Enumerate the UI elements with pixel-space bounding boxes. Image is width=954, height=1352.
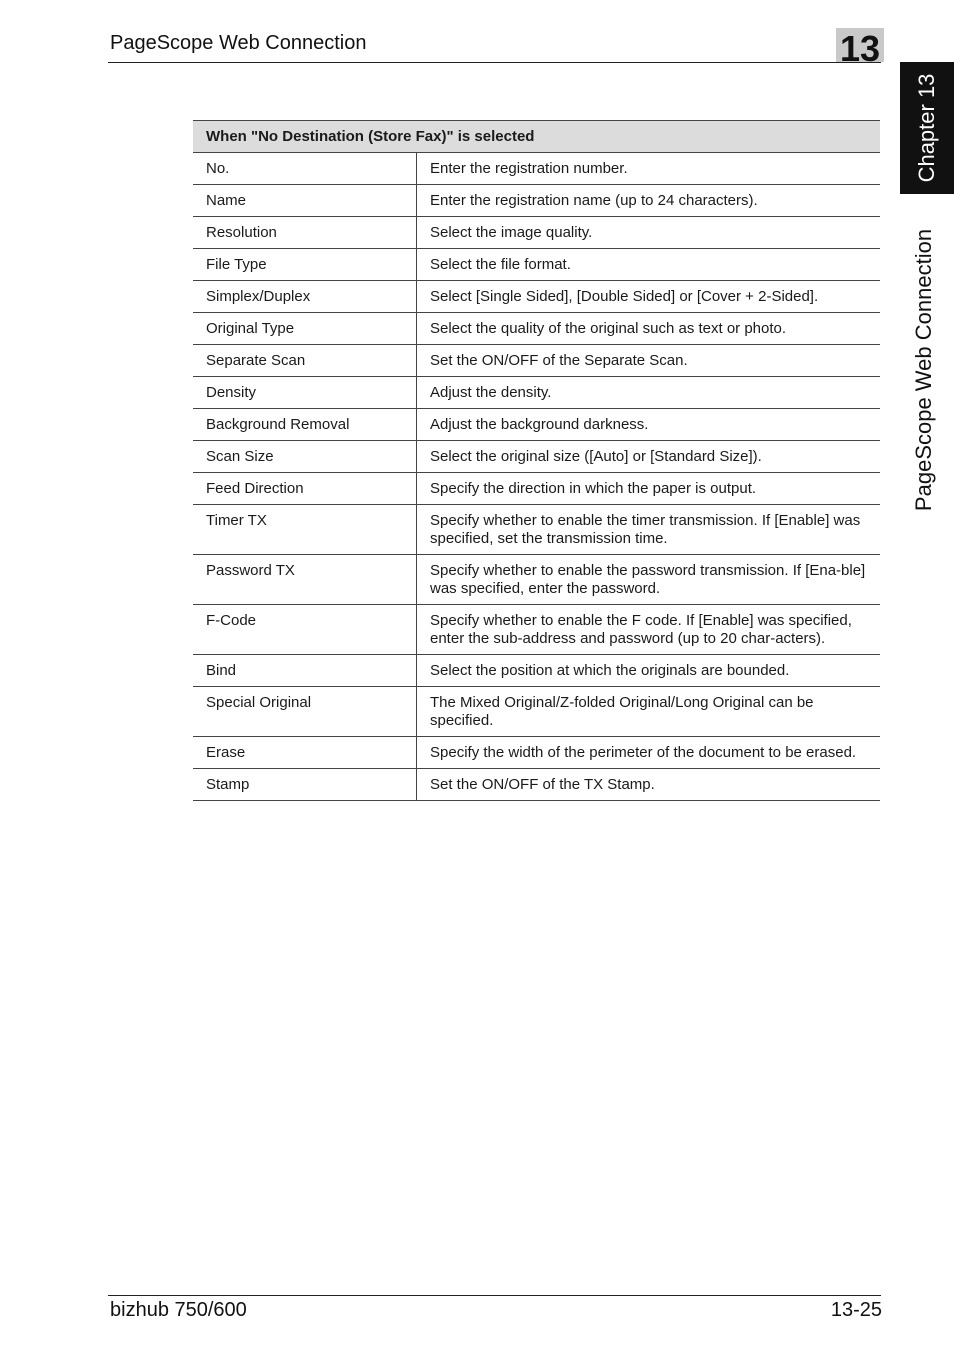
setting-description: Adjust the background darkness. [417,409,881,441]
table-row [193,313,880,345]
setting-name: Original Type [193,313,417,345]
setting-description: Select the file format. [417,249,881,281]
setting-name: Scan Size [193,441,417,473]
setting-name: Separate Scan [193,345,417,377]
setting-description: Select the position at which the originals are bounded. [417,655,881,687]
setting-name: Background Removal [193,409,417,441]
setting-description: Enter the registration name (up to 24 characters). [417,185,881,217]
table-row [193,185,880,217]
table-row [193,153,880,185]
footer-model: bizhub 750/600 [110,1299,247,1321]
setting-description: Select the image quality. [417,217,881,249]
setting-name: File Type [193,249,417,281]
setting-description: Enter the registration number. [417,153,881,185]
table-body [193,153,880,801]
chapter-side-tab [900,62,954,194]
footer-page-number: 13-25 [830,1299,882,1321]
table-row [193,441,880,473]
table-row [193,655,880,687]
setting-name: Bind [193,655,417,687]
section-side-label: PageScope Web Connection [911,228,936,512]
table-row [193,217,880,249]
table-row [193,555,880,605]
table-header-row [193,121,880,153]
setting-name: Name [193,185,417,217]
chapter-tab-label: Chapter 13 [914,73,939,183]
setting-description: Select the quality of the original such as text or photo. [417,313,881,345]
setting-name: Density [193,377,417,409]
setting-description: Specify the direction in which the paper is output. [417,473,881,505]
table-row [193,473,880,505]
setting-description: Specify whether to enable the password transmission. If [Ena-ble] was specified, enter the password. [417,555,881,605]
setting-description: Adjust the density. [417,377,881,409]
table-row [193,409,880,441]
setting-description: Specify whether to enable the F code. If [Enable] was specified, enter the sub-address and password (up to 20 char-acters). [417,605,881,655]
header-divider [108,62,881,63]
table-row [193,687,880,737]
setting-name: Password TX [193,555,417,605]
table-row [193,605,880,655]
setting-description: Set the ON/OFF of the Separate Scan. [417,345,881,377]
setting-name: Feed Direction [193,473,417,505]
setting-name: Simplex/Duplex [193,281,417,313]
table-row [193,737,880,769]
setting-description: Specify whether to enable the timer transmission. If [Enable] was specified, set the transmission time. [417,505,881,555]
page-header-title: PageScope Web Connection [110,32,367,54]
table-row [193,769,880,801]
setting-description: The Mixed Original/Z-folded Original/Long Original can be specified. [417,687,881,737]
settings-table [193,120,880,801]
table-row [193,249,880,281]
table-row [193,345,880,377]
setting-name: Stamp [193,769,417,801]
setting-name: Erase [193,737,417,769]
footer-divider [108,1295,881,1296]
table-heading: When "No Destination (Store Fax)" is selected [193,121,880,153]
chapter-number-badge: 13 [836,28,884,62]
setting-name: Resolution [193,217,417,249]
setting-name: F-Code [193,605,417,655]
setting-name: Timer TX [193,505,417,555]
setting-description: Select [Single Sided], [Double Sided] or [Cover + 2-Sided]. [417,281,881,313]
table-row [193,377,880,409]
setting-description: Specify the width of the perimeter of the document to be erased. [417,737,881,769]
table-row [193,281,880,313]
setting-description: Select the original size ([Auto] or [Standard Size]). [417,441,881,473]
table-row [193,505,880,555]
setting-description: Set the ON/OFF of the TX Stamp. [417,769,881,801]
setting-name: No. [193,153,417,185]
setting-name: Special Original [193,687,417,737]
